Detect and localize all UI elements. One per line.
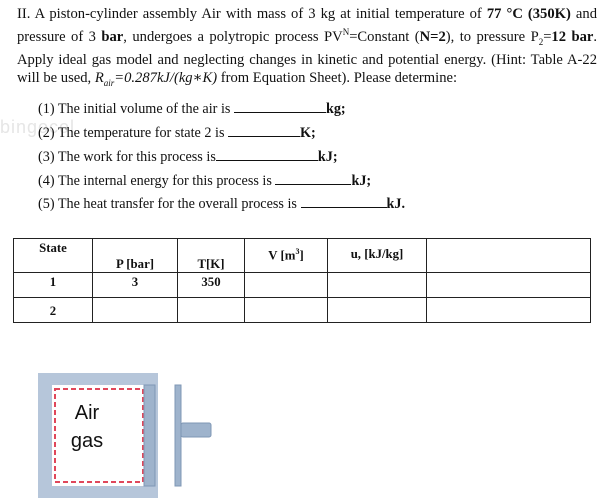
row-1-state: 1: [49, 275, 57, 289]
question-1: [38, 100, 346, 118]
question-5-unit: kJ.: [386, 196, 406, 212]
problem-text-8: from Equation Sheet). Please determine:: [217, 70, 458, 87]
table-cell: [427, 239, 591, 273]
table-cell: [14, 239, 93, 273]
state-property-table: [13, 238, 591, 323]
table-cell: [245, 239, 328, 273]
table-cell: [93, 239, 178, 273]
header-temperature: T[K]: [197, 257, 225, 271]
table-cell: [328, 273, 427, 298]
problem-text-3: , undergoes a polytropic process PV: [123, 29, 343, 46]
piston-head: [144, 385, 155, 486]
question-3-text: (3) The work for this process is: [38, 149, 216, 165]
table-header-row: [14, 239, 591, 273]
piston-flange: [175, 385, 181, 486]
question-5: [38, 195, 405, 213]
question-2: [38, 124, 316, 142]
final-pressure: 12 bar: [551, 29, 594, 46]
watermark: bingocol: [0, 117, 76, 137]
table-cell: [328, 239, 427, 273]
table-cell: [427, 273, 591, 298]
header-volume: [245, 239, 327, 263]
table-cell: [427, 298, 591, 323]
header-volume-text: V [m: [268, 248, 296, 263]
problem-text-7: . Apply ideal gas model and neglecting changes in kinetic and potential energy. (Hint: Table A-22 will be used,: [17, 29, 597, 87]
header-volume-exponent: 3: [295, 247, 300, 256]
question-3-unit: kJ;: [317, 149, 338, 165]
answer-blank-4[interactable]: [275, 172, 351, 185]
table-cell: [14, 298, 93, 323]
polytropic-exponent: N: [342, 27, 350, 38]
table-cell: [93, 298, 178, 323]
question-3: [38, 148, 338, 166]
table-cell: [178, 273, 245, 298]
problem-text-4: =Constant (: [349, 29, 420, 46]
table-cell: [178, 298, 245, 323]
question-4-text: (4) The internal energy for this process is: [38, 173, 272, 189]
table-cell: [328, 298, 427, 323]
answer-blank-1[interactable]: [234, 100, 326, 113]
table-cell: [178, 239, 245, 273]
question-2-unit: K;: [300, 125, 316, 141]
answer-blank-2[interactable]: [228, 124, 300, 137]
p2-subscript: 2: [538, 36, 544, 47]
row-2-state: 2: [49, 304, 57, 318]
gas-constant-subscript: air: [103, 78, 115, 89]
question-5-text: (5) The heat transfer for the overall process is: [38, 196, 297, 212]
problem-text-2: and pressure of 3: [17, 6, 597, 46]
problem-text-6: =: [543, 29, 552, 46]
table-row: [14, 298, 591, 323]
question-1-text: (1) The initial volume of the air is: [38, 101, 231, 117]
piston-cylinder-diagram: [38, 373, 218, 498]
question-1-unit: kg;: [325, 101, 346, 117]
header-internal-energy: u, [kJ/kg]: [350, 247, 404, 261]
question-2-text: (2) The temperature for state 2 is: [38, 125, 225, 141]
row-1-pressure[interactable]: 3: [131, 275, 139, 289]
gas-label-line2: gas: [70, 430, 104, 452]
gas-constant-value: =0.287kJ/(kg∗K): [114, 70, 218, 87]
table-cell: [245, 273, 328, 298]
pressure-unit: bar: [101, 29, 124, 46]
problem-text-1: II. A piston-cylinder assembly Air with mass of 3 kg at initial temperature of: [17, 6, 487, 22]
gas-constant-symbol: R: [94, 70, 104, 87]
problem-statement: [17, 5, 597, 92]
initial-temperature: 77 °C (350K): [486, 6, 571, 22]
gas-label-line1: Air: [74, 402, 100, 424]
answer-blank-5[interactable]: [301, 195, 387, 208]
row-1-temperature[interactable]: 350: [201, 275, 221, 289]
answer-blank-3[interactable]: [216, 148, 318, 161]
piston-rod: [181, 423, 211, 437]
table-row: [14, 273, 591, 298]
problem-text-5: ), to pressure P: [445, 29, 539, 46]
table-cell: [93, 273, 178, 298]
question-4: [38, 172, 371, 190]
header-pressure: P [bar]: [115, 257, 155, 271]
table-cell: [14, 273, 93, 298]
question-4-unit: kJ;: [351, 173, 372, 189]
header-state: State: [39, 241, 67, 255]
header-volume-bracket: ]: [299, 248, 304, 263]
polytropic-index: N=2: [419, 29, 446, 46]
table-cell: [245, 298, 328, 323]
